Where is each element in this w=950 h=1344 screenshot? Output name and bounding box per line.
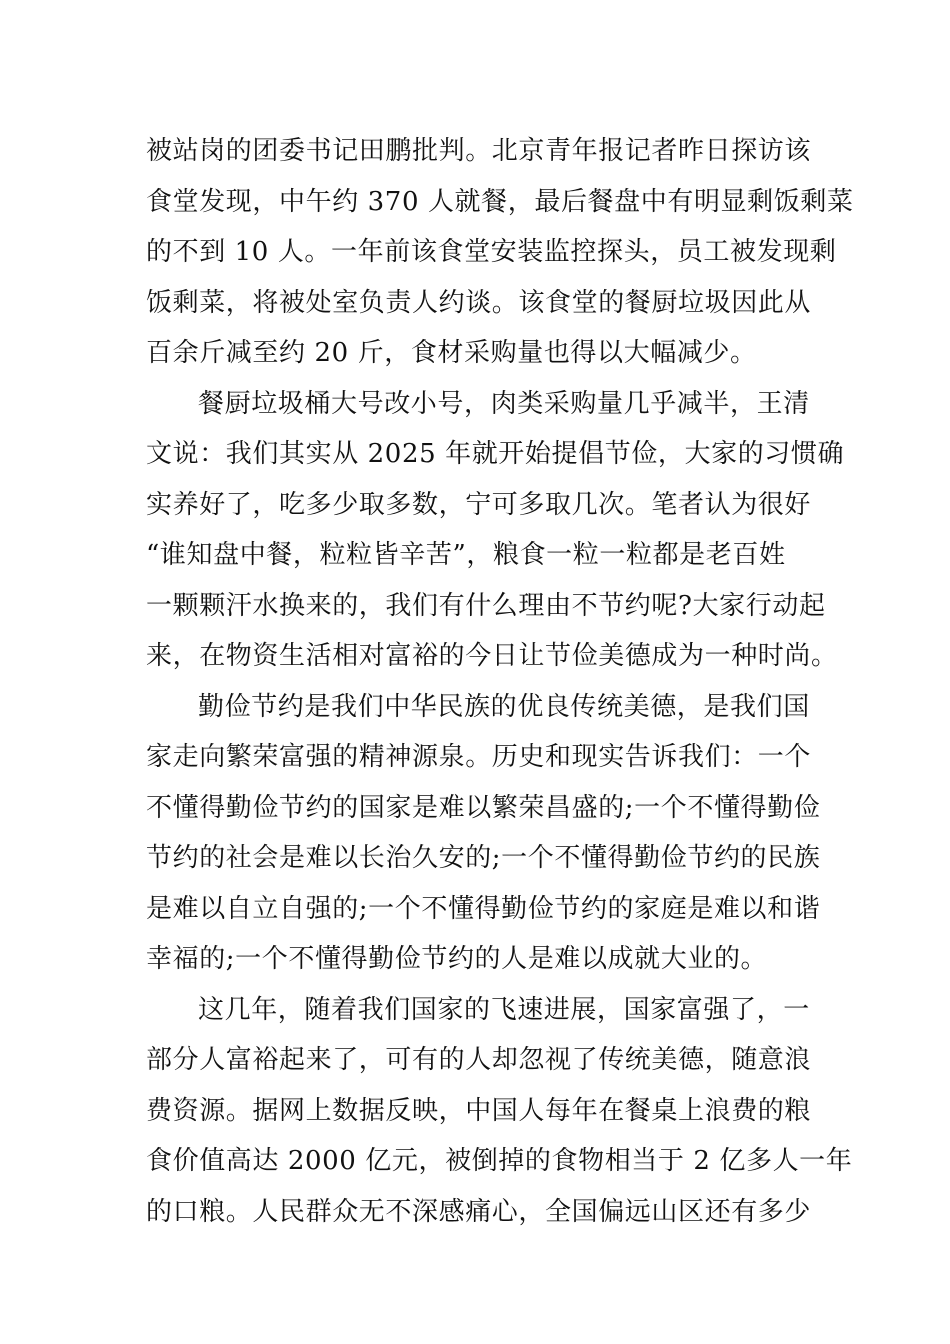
text-line: 食堂发现，中午约 370 人就餐，最后餐盘中有明显剩饭剩菜 (146, 186, 854, 217)
text-line: 文说：我们其实从 2025 年就开始提倡节俭，大家的习惯确 (146, 439, 845, 469)
text-line: 的不到 10 人。一年前该食堂安装监控探头，员工被发现剩 (146, 237, 837, 267)
text-line: 家走向繁荣富强的精神源泉。历史和现实告诉我们：一个 (146, 742, 812, 772)
text-line: 一颗颗汗水换来的，我们有什么理由不节约呢?大家行动起 (146, 590, 826, 621)
text-line: 节约的社会是难以长治久安的;一个不懂得勤俭节约的民族 (146, 843, 821, 873)
paragraph-first-line: 餐厨垃圾桶大号改小号，肉类采购量几乎减半，王清 (198, 388, 810, 419)
document-body (146, 126, 854, 1237)
text-line: 百余斤减至约 20 斤，食材采购量也得以大幅减少。 (146, 338, 757, 368)
paragraph-first-line: 勤俭节约是我们中华民族的优良传统美德，是我们国 (198, 691, 810, 722)
text-line: 实养好了，吃多少取多数，宁可多取几次。笔者认为很好 (146, 489, 812, 520)
text-line: 部分人富裕起来了，可有的人却忽视了传统美德，随意浪 (146, 1045, 812, 1075)
text-line: 来，在物资生活相对富裕的今日让节俭美德成为一种时尚。 (146, 641, 838, 671)
paragraph-first-line: 这几年，随着我们国家的飞速进展，国家富强了，一 (198, 994, 810, 1025)
text-line: 不懂得勤俭节约的国家是难以繁荣昌盛的;一个不懂得勤俭 (146, 792, 821, 823)
text-line: 饭剩菜，将被处室负责人约谈。该食堂的餐厨垃圾因此从 (146, 287, 812, 318)
text-line: 的口粮。人民群众无不深感痛心，全国偏远山区还有多少 (146, 1196, 812, 1227)
text-line: 食价值高达 2000 亿元，被倒掉的食物相当于 2 亿多人一年 (146, 1146, 853, 1176)
text-line: 是难以自立自强的;一个不懂得勤俭节约的家庭是难以和谐 (146, 893, 821, 924)
text-line: “谁知盘中餐，粒粒皆辛苦”，粮食一粒一粒都是老百姓 (146, 540, 786, 570)
text-line: 被站岗的团委书记田鹏批判。北京青年报记者昨日探访该 (146, 136, 812, 166)
text-line: 费资源。据网上数据反映，中国人每年在餐桌上浪费的粮 (146, 1095, 812, 1126)
text-line: 幸福的;一个不懂得勤俭节约的人是难以成就大业的。 (146, 944, 768, 974)
